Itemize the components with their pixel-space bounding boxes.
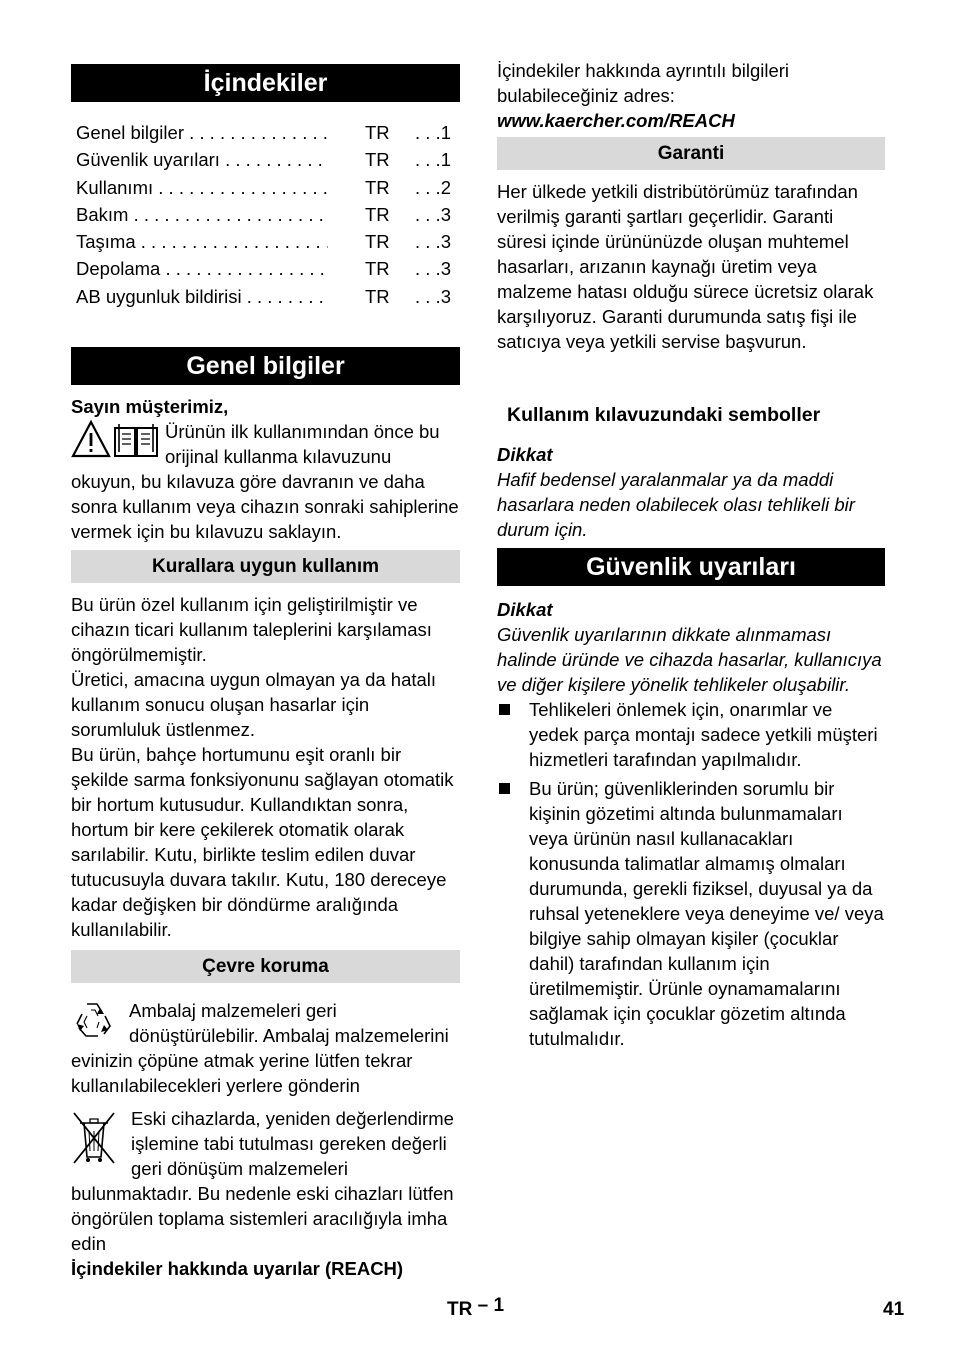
toc-lang: TR: [365, 258, 390, 280]
symbols-text: Hafif bedensel yaralanmalar ya da maddi hasarlara neden olabilecek olası tehlikeli bir durum için.: [497, 469, 855, 540]
warranty-text: Her ülkede yetkili distribütörümüz tarafından verilmiş garanti şartları geçerlidir. Garanti süresi içinde ürününüzde oluşan muhtemel hasarları, arızanın kaynağı üretim veya malzeme hatası olduğu sürece ücretsiz olarak karşılıyoruz. Garanti durumunda satış fişi ile satıcıya veya yetkili servise başvurun.: [497, 181, 874, 352]
toc-title: Kullanımı . . .: [76, 174, 328, 201]
toc-title: Depolama . . .: [76, 255, 328, 282]
toc-row[interactable]: [76, 255, 456, 282]
square-bullet-icon: [499, 704, 510, 715]
footer-local-page: – 1: [477, 1295, 505, 1316]
crossed-bin-icon: [71, 1109, 117, 1171]
symbols-heading: Kullanım kılavuzundaki semboller: [507, 404, 821, 426]
toc-title: Güvenlik uyarıları . . .: [76, 146, 328, 173]
square-bullet-icon: [499, 783, 510, 794]
list-item: [497, 697, 885, 772]
safety-text: Güvenlik uyarılarının dikkate alınmaması halinde üründe ve cihazda hasarlar, kullanıcıya ve diğer kişilere yönelik tehlikeler oluşabilir.: [497, 624, 882, 695]
intro-text: Ürünün ilk kullanımından önce bu orijinal kullanma kılavuzunu okuyun, bu kılavuza göre davranın ve daha sonra kullanım veya cihazın sonraki sahiplerine vermek için bu kılavuzu saklayın.: [71, 421, 459, 543]
reach-text: İçindekiler hakkında ayrıntılı bilgileri bulabileceğiniz adres:: [497, 60, 790, 106]
read-manual-icon: [71, 419, 159, 467]
symbols-label: Dikkat: [497, 444, 553, 465]
toc-row[interactable]: [76, 119, 456, 146]
toc-lang: TR: [365, 285, 390, 307]
left-column: [71, 64, 460, 1281]
toc-page: . . .2: [415, 176, 451, 198]
safety-label: Dikkat: [497, 599, 553, 620]
toc-page: . . .3: [415, 231, 451, 253]
bullet-text: Tehlikeleri önlemek için, onarımlar ve yedek parça montajı sadece yetkili müşteri hizmetleri tarafından yapılmalıdır.: [529, 699, 878, 770]
proper-use-p1: Bu ürün özel kullanım için geliştirilmiştir ve cihazın ticari kullanım taleplerini karşılaması öngörülmemiştir.: [71, 594, 432, 666]
safety-heading: Güvenlik uyarıları: [497, 548, 885, 586]
toc-title: AB uygunluk bildirisi . . .: [76, 283, 328, 310]
toc-page: . . .3: [415, 203, 451, 225]
toc-lang: TR: [365, 176, 390, 198]
toc-lang: TR: [365, 149, 390, 171]
toc-page: . . .3: [415, 258, 451, 280]
toc-lang: TR: [365, 122, 390, 143]
right-column: [497, 58, 885, 1051]
warranty-heading: Garanti: [497, 137, 885, 170]
toc-lang: TR: [365, 203, 390, 225]
footer-lang: TR: [447, 1299, 473, 1320]
toc-title: Genel bilgiler . . .: [76, 119, 328, 146]
proper-use-p3: Bu ürün, bahçe hortumunu eşit oranlı bir şekilde sarma fonksiyonunu sağlayan otomatik bir hortum kutusudur. Kullandıktan sonra, hortum bir kere çekilerek otomatik olarak sarılabilir. Kutu, birlikte teslim edilen duvar tutucusuyla duvara takılır. Kutu, 180 dereceye kadar değişken bir döndürme aralığında kullanılabilir.: [71, 744, 454, 941]
toc-title: Taşıma . . .: [76, 228, 328, 255]
recycle-icon: [71, 998, 115, 1048]
footer-locale: [447, 1297, 504, 1322]
toc-page: . . .3: [415, 285, 451, 307]
toc-row[interactable]: [76, 228, 456, 255]
weee-block: [71, 1106, 460, 1256]
reach-heading: İçindekiler hakkında uyarılar (REACH): [71, 1258, 404, 1280]
bullet-text: Bu ürün; güvenliklerinden sorumlu bir kişinin gözetimi altında bulunmamaları veya ürünün nasıl kullanacakları konusunda talimatlar almamış olmaları durumunda, gerekli fiziksel, duyusal ya da ruhsal yeteneklere veya deneyime ve/ veya bilgiye sahip olmayan kişiler (çocuklar dahil) tarafından kullanım için üretilmemiştir. Ürünle oynamamalarını sağlamak için çocuklar gözetim altında tutulmalıdır.: [529, 778, 884, 1049]
toc-row[interactable]: [76, 146, 456, 173]
recycle-text: Ambalaj malzemeleri geri dönüştürülebilir. Ambalaj malzemelerini evinizin çöpüne atmak yerine lütfen tekrar kullanılabilecekleri yerlere gönderin: [71, 1000, 449, 1097]
toc-row[interactable]: [76, 174, 456, 201]
salutation: Sayın müşterimiz,: [71, 396, 229, 418]
intro-block: [71, 419, 460, 544]
toc-row[interactable]: [76, 283, 456, 310]
reach-url[interactable]: www.kaercher.com/REACH: [497, 110, 735, 131]
toc-row[interactable]: [76, 201, 456, 228]
toc-heading: İçindekiler: [71, 64, 460, 102]
page-number: 41: [883, 1299, 905, 1320]
proper-use-heading: Kurallara uygun kullanım: [71, 550, 460, 583]
toc-title: Bakım . . .: [76, 201, 328, 228]
toc-page: . . .1: [415, 149, 451, 171]
proper-use-p2: Üretici, amacına uygun olmayan ya da hatalı kullanım sonucu oluşan hasarlar için sorumluluk üstlenmez.: [71, 669, 437, 741]
table-of-contents: [76, 119, 456, 310]
toc-page: . . .1: [415, 122, 451, 143]
recycle-block: [71, 998, 460, 1098]
safety-bullet-list: [497, 697, 885, 1051]
environment-heading: Çevre koruma: [71, 950, 460, 983]
weee-text: Eski cihazlarda, yeniden değerlendirme işlemine tabi tutulması gereken değerli geri dönüşüm malzemeleri bulunmaktadır. Bu nedenle eski cihazları lütfen öngörülen toplama sistemleri aracılığıyla imha edin: [71, 1108, 454, 1255]
general-heading: Genel bilgiler: [71, 347, 460, 385]
list-item: [497, 776, 885, 1051]
toc-lang: TR: [365, 231, 390, 253]
